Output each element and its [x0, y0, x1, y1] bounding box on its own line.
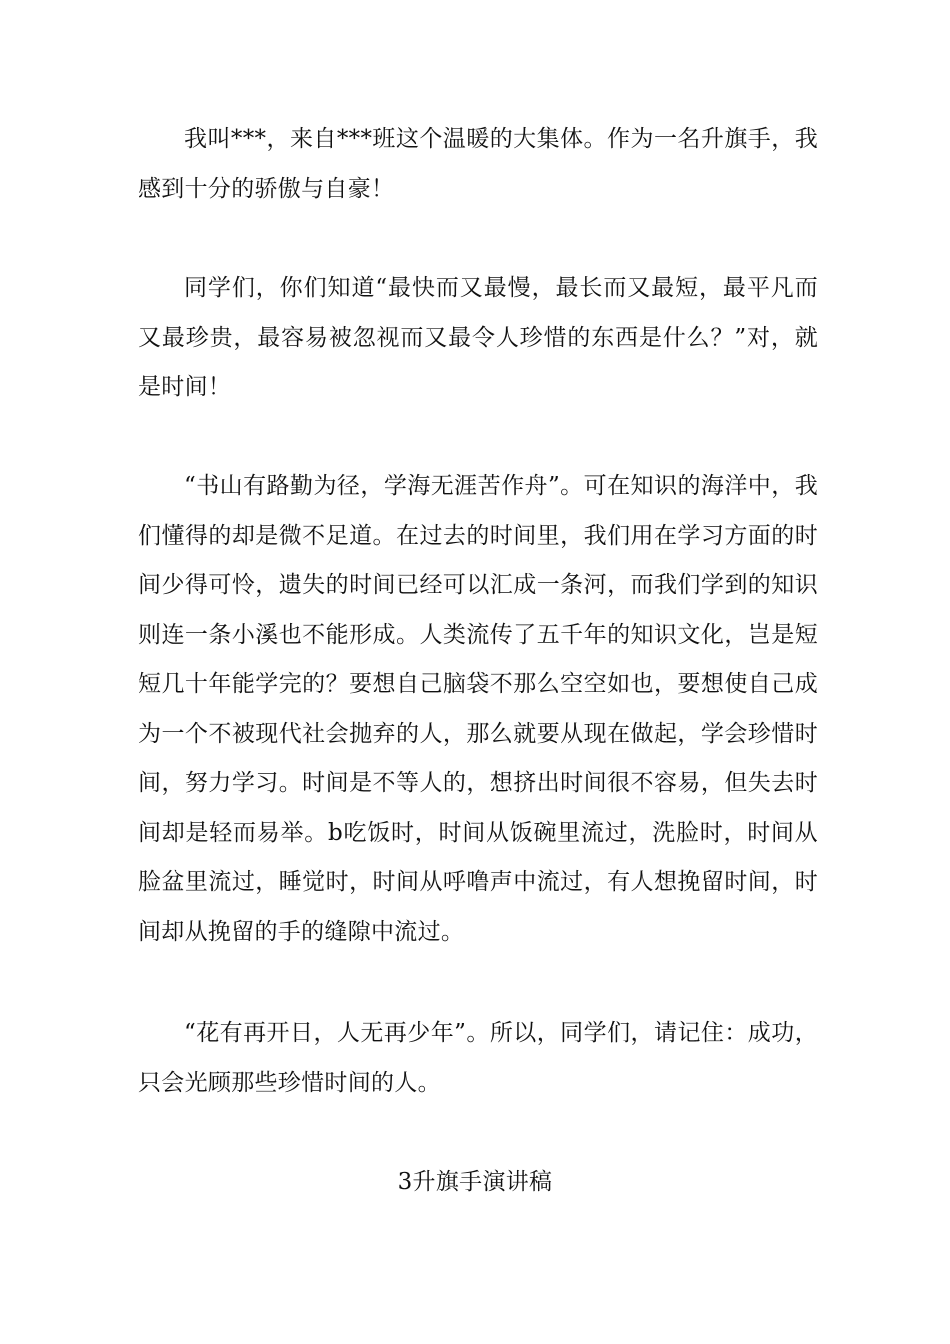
paragraph-conclusion: “花有再开日，人无再少年”。所以，同学们，请记住：成功，只会光顾那些珍惜时间的人。 [138, 1020, 818, 1096]
paragraph-introduction: 我叫***，来自***班这个温暖的大集体。作为一名升旗手，我感到十分的骄傲与自豪！ [138, 126, 818, 202]
paragraph-body: “书山有路勤为径，学海无涯苦作舟”。可在知识的海洋中，我们懂得的却是微不足道。在过去的时间里，我们用在学习方面的时间少得可怜，遗失的时间已经可以汇成一条河，而我们学到的知识则连一条小溪也不能形成。人类流传了五千年的知识文化，岂是短短几十年能学完的？要想自己脑袋不那么空空如也，要想使自己成为一个不被现代社会抛弃的人，那么就要从现在做起，学会珍惜时间，努力学习。时间是不等人的，想挤出时间很不容易，但失去时间却是轻而易举。b吃饭时，时间从饭碗里流过，洗脸时，时间从脸盆里流过，睡觉时，时间从呼噜声中流过，有人想挽留时间，时间却从挽留的手的缝隙中流过。 [138, 473, 818, 945]
section-heading: 3升旗手演讲稿 [397, 1169, 553, 1195]
paragraph-question: 同学们，你们知道“最快而又最慢，最长而又最短，最平凡而又最珍贵，最容易被忽视而又最令人珍惜的东西是什么？”对，就是时间！ [138, 275, 818, 400]
